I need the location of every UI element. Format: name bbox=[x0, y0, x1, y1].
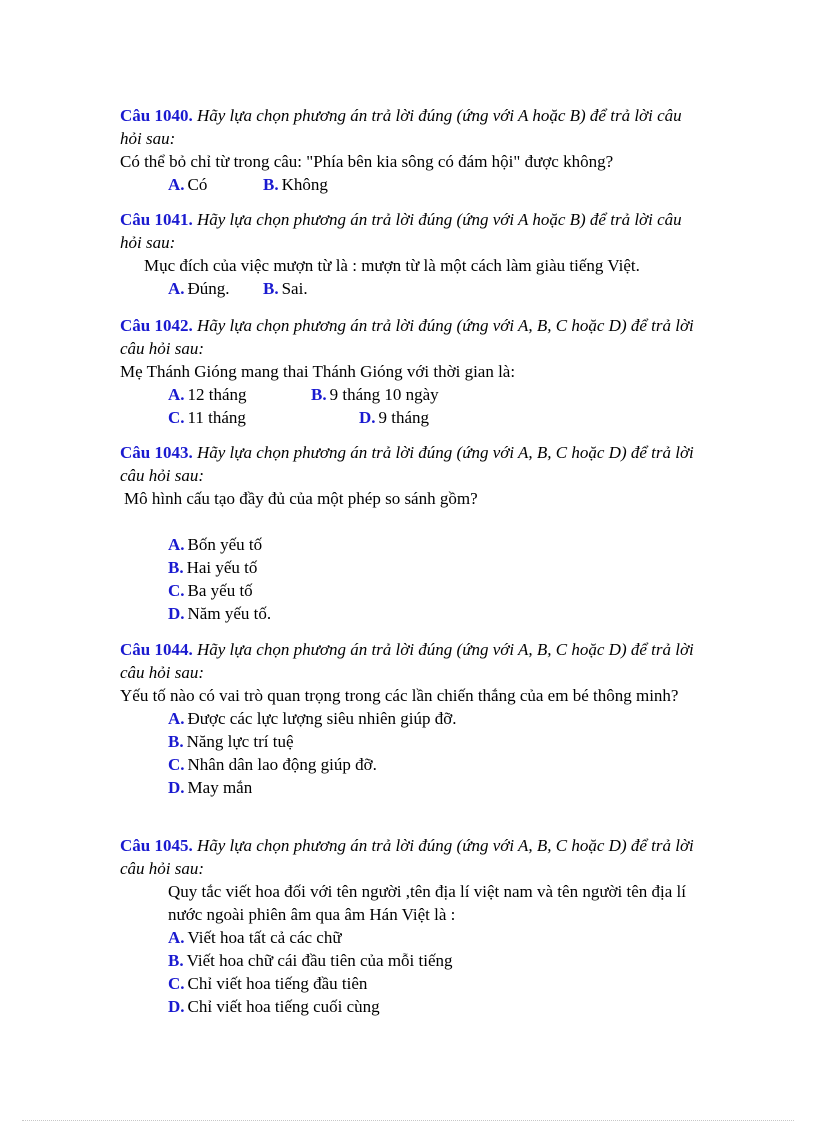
option-text: 9 tháng 10 ngày bbox=[329, 385, 439, 404]
option-text: 12 tháng bbox=[187, 385, 247, 404]
option-d bbox=[120, 776, 700, 799]
option-b bbox=[263, 277, 308, 300]
option-text: 9 tháng bbox=[378, 408, 430, 427]
option-text: Ba yếu tố bbox=[187, 581, 253, 600]
option-text: Năng lực trí tuệ bbox=[186, 732, 294, 751]
option-text: Viết hoa tất cả các chữ bbox=[187, 928, 342, 947]
option-text: Năm yếu tố. bbox=[187, 604, 272, 623]
option-text: Đúng. bbox=[187, 279, 230, 298]
question-instruction: Hãy lựa chọn phương án trả lời đúng (ứng với A, B, C hoặc D) để trả lời câu hỏi sau: bbox=[120, 640, 694, 682]
page-bottom-divider bbox=[22, 1120, 794, 1121]
option-letter: C. bbox=[168, 581, 185, 600]
option-text: Không bbox=[281, 175, 328, 194]
answer-row bbox=[120, 173, 700, 196]
option-a bbox=[168, 277, 230, 300]
answer-list bbox=[120, 926, 700, 1018]
question-instruction: Hãy lựa chọn phương án trả lời đúng (ứng với A hoặc B) để trả lời câu hỏi sau: bbox=[120, 106, 682, 148]
option-letter: A. bbox=[168, 535, 185, 554]
answer-list bbox=[120, 533, 700, 625]
option-letter: C. bbox=[168, 408, 185, 427]
question-header bbox=[120, 104, 700, 150]
question-number: Câu 1045. bbox=[120, 836, 193, 855]
option-letter: A. bbox=[168, 385, 185, 404]
option-letter: B. bbox=[263, 175, 279, 194]
question-header bbox=[120, 441, 700, 487]
question-header bbox=[120, 314, 700, 360]
option-letter: A. bbox=[168, 279, 185, 298]
option-c bbox=[168, 406, 246, 429]
question-1043 bbox=[120, 441, 700, 625]
option-c bbox=[120, 753, 700, 776]
option-text: Hai yếu tố bbox=[186, 558, 258, 577]
answer-row bbox=[120, 277, 700, 300]
option-text: Nhân dân lao động giúp đỡ. bbox=[187, 755, 377, 774]
question-number: Câu 1044. bbox=[120, 640, 193, 659]
option-letter: D. bbox=[168, 778, 185, 797]
question-stem: Mẹ Thánh Gióng mang thai Thánh Gióng với thời gian là: bbox=[120, 362, 516, 381]
question-number: Câu 1042. bbox=[120, 316, 193, 335]
option-letter: A. bbox=[168, 928, 185, 947]
option-a bbox=[120, 926, 700, 949]
option-letter: B. bbox=[311, 385, 327, 404]
question-number: Câu 1041. bbox=[120, 210, 193, 229]
answer-row bbox=[120, 406, 700, 429]
question-1040 bbox=[120, 104, 700, 196]
option-letter: A. bbox=[168, 709, 185, 728]
option-b bbox=[120, 730, 700, 753]
option-text: Chỉ viết hoa tiếng đầu tiên bbox=[187, 974, 368, 993]
question-stem: Yếu tố nào có vai trò quan trọng trong các lần chiến thắng của em bé thông minh? bbox=[120, 686, 679, 705]
option-text: Viết hoa chữ cái đầu tiên của mỗi tiếng bbox=[186, 951, 453, 970]
option-c bbox=[120, 579, 700, 602]
option-letter: C. bbox=[168, 755, 185, 774]
option-letter: D. bbox=[359, 408, 376, 427]
option-b bbox=[263, 173, 328, 196]
question-instruction: Hãy lựa chọn phương án trả lời đúng (ứng với A, B, C hoặc D) để trả lời câu hỏi sau: bbox=[120, 316, 694, 358]
answer-row bbox=[120, 383, 700, 406]
option-text: 11 tháng bbox=[187, 408, 246, 427]
question-header bbox=[120, 638, 700, 684]
option-b bbox=[311, 383, 439, 406]
answer-list bbox=[120, 707, 700, 799]
option-letter: B. bbox=[168, 558, 184, 577]
question-number: Câu 1040. bbox=[120, 106, 193, 125]
option-a bbox=[120, 707, 700, 730]
question-number: Câu 1043. bbox=[120, 443, 193, 462]
question-stem: Quy tắc viết hoa đối với tên người ,tên địa lí việt nam và tên người tên địa lí nước ngoài phiên âm qua âm Hán Việt là : bbox=[168, 882, 686, 924]
question-1041 bbox=[120, 208, 700, 300]
question-stem: Mô hình cấu tạo đầy đủ của một phép so sánh gồm? bbox=[124, 489, 478, 508]
question-stem: Có thể bỏ chỉ từ trong câu: "Phía bên kia sông có đám hội" được không? bbox=[120, 152, 614, 171]
option-text: Chỉ viết hoa tiếng cuối cùng bbox=[187, 997, 380, 1016]
option-b bbox=[120, 949, 700, 972]
option-text: May mắn bbox=[187, 778, 253, 797]
question-header bbox=[120, 834, 700, 880]
question-instruction: Hãy lựa chọn phương án trả lời đúng (ứng với A, B, C hoặc D) để trả lời câu hỏi sau: bbox=[120, 836, 694, 878]
question-1042 bbox=[120, 314, 700, 429]
option-c bbox=[120, 972, 700, 995]
option-a bbox=[168, 383, 247, 406]
option-text: Sai. bbox=[281, 279, 308, 298]
option-d bbox=[359, 406, 429, 429]
option-letter: A. bbox=[168, 175, 185, 194]
question-header bbox=[120, 208, 700, 254]
option-text: Có bbox=[187, 175, 208, 194]
option-a bbox=[168, 173, 207, 196]
question-1044 bbox=[120, 638, 700, 799]
option-letter: D. bbox=[168, 997, 185, 1016]
option-letter: B. bbox=[168, 951, 184, 970]
question-1045 bbox=[120, 834, 700, 1018]
option-text: Được các lực lượng siêu nhiên giúp đỡ. bbox=[187, 709, 457, 728]
option-letter: D. bbox=[168, 604, 185, 623]
option-b bbox=[120, 556, 700, 579]
question-instruction: Hãy lựa chọn phương án trả lời đúng (ứng với A, B, C hoặc D) để trả lời câu hỏi sau: bbox=[120, 443, 694, 485]
option-letter: C. bbox=[168, 974, 185, 993]
option-d bbox=[120, 602, 700, 625]
option-d bbox=[120, 995, 700, 1018]
option-text: Bốn yếu tố bbox=[187, 535, 263, 554]
option-letter: B. bbox=[263, 279, 279, 298]
option-letter: B. bbox=[168, 732, 184, 751]
question-stem: Mục đích của việc mượn từ là : mượn từ là một cách làm giàu tiếng Việt. bbox=[144, 256, 640, 275]
question-instruction: Hãy lựa chọn phương án trả lời đúng (ứng với A hoặc B) để trả lời câu hỏi sau: bbox=[120, 210, 682, 252]
option-a bbox=[120, 533, 700, 556]
